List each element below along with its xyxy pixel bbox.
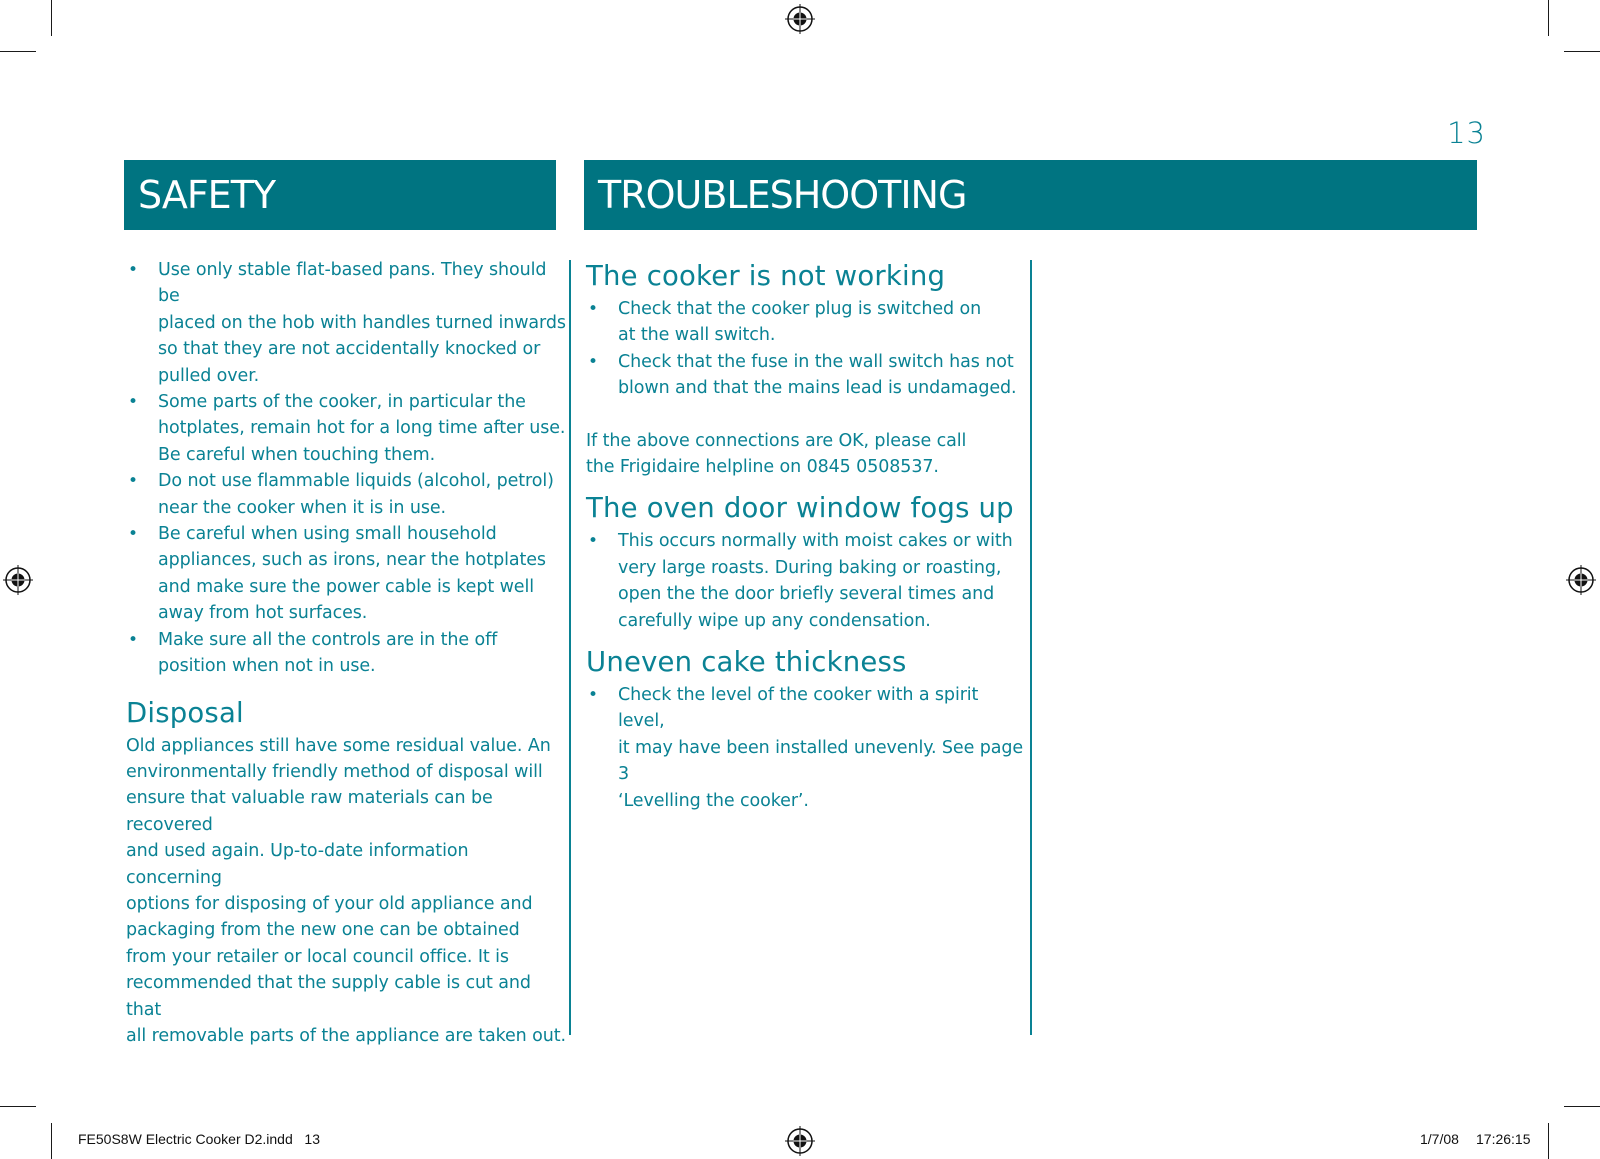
- registration-mark-icon: [3, 565, 33, 595]
- safety-column: [126, 257, 566, 1049]
- list-item-text: Be careful when using small household appliances, such as irons, near the hotplates and make sure the power cable is kept well away from hot surfaces.: [158, 524, 546, 624]
- bullet-icon: •: [588, 351, 598, 372]
- list-item: [586, 682, 1026, 814]
- list-item: [586, 528, 1026, 634]
- section-heading-door-fogs-up: The oven door window fogs up: [586, 492, 1014, 525]
- crop-mark-top-right-v: [1548, 0, 1549, 36]
- crop-mark-bottom-left-h: [0, 1106, 36, 1107]
- list-item: [126, 257, 566, 389]
- list-item-text: Do not use flammable liquids (alcohol, petrol) near the cooker when it is in use.: [158, 471, 554, 518]
- safety-title-banner: SAFETY: [124, 160, 556, 230]
- list-item: [126, 389, 566, 468]
- section-heading-cooker-not-working: The cooker is not working: [586, 260, 946, 292]
- registration-mark-icon: [785, 4, 815, 34]
- list-item-text: Check the level of the cooker with a spirit level, it may have been installed unevenly. See page 3 ‘Levelling the cooker’.: [618, 685, 1024, 811]
- list-item-text: Check that the fuse in the wall switch has not blown and that the mains lead is undamaged.: [618, 351, 1017, 399]
- list-item-text: This occurs normally with moist cakes or with very large roasts. During baking or roasting, open the the door briefly several times and carefully wipe up any condensation.: [618, 531, 1013, 631]
- bullet-icon: •: [128, 260, 138, 280]
- registration-mark-icon: [785, 1126, 815, 1156]
- crop-mark-bottom-right-v: [1548, 1123, 1549, 1159]
- footer-file-name: FE50S8W Electric Cooker D2.indd 13: [78, 1131, 320, 1147]
- crop-mark-top-left-h: [0, 51, 36, 52]
- crop-mark-top-left-v: [51, 0, 52, 36]
- bullet-list: [586, 296, 1026, 402]
- registration-mark-icon: [1566, 565, 1596, 595]
- crop-mark-bottom-right-h: [1564, 1106, 1600, 1107]
- page-number: 13: [1447, 116, 1486, 150]
- section-heading-uneven-cake: Uneven cake thickness: [586, 646, 907, 679]
- disposal-heading: Disposal: [126, 696, 244, 729]
- bullet-icon: •: [128, 629, 138, 650]
- footer-date: 1/7/08: [1420, 1131, 1459, 1147]
- bullet-icon: •: [128, 471, 138, 492]
- footer-time: 17:26:15: [1476, 1131, 1531, 1147]
- crop-mark-bottom-left-v: [51, 1123, 52, 1159]
- list-item-text: Use only stable flat-based pans. They should be placed on the hob with handles turned inwards so that they are not accidentally knocked or pulled over.: [158, 260, 566, 386]
- column-divider-left: [569, 260, 571, 1035]
- list-item: [126, 468, 566, 521]
- safety-bullet-list: [126, 257, 566, 680]
- bullet-list: [586, 528, 1026, 634]
- column-divider-right: [1030, 260, 1032, 1035]
- list-item-text: Check that the cooker plug is switched on at the wall switch.: [618, 299, 982, 346]
- list-item: [126, 627, 566, 680]
- disposal-text: Old appliances still have some residual value. An environmentally friendly method of disposal will ensure that valuable raw materials can be recovered and used again. Up-to-date information concerning options for disposing of your old appliance and packaging from the new one can be obtained from your retailer or local council office. It is recommended that the supply cable is cut and that all removable parts of the appliance are taken out.: [126, 735, 566, 1046]
- list-item-text: Some parts of the cooker, in particular the hotplates, remain hot for a long time after use. Be careful when touching them.: [158, 392, 566, 465]
- troubleshooting-title-banner: TROUBLESHOOTING: [584, 160, 1477, 230]
- crop-mark-top-right-h: [1564, 51, 1600, 52]
- list-item: [586, 349, 1026, 402]
- bullet-icon: •: [588, 299, 598, 319]
- bullet-icon: •: [588, 685, 598, 706]
- bullet-icon: •: [128, 524, 138, 545]
- troubleshooting-column: [586, 258, 1026, 814]
- list-item-text: Make sure all the controls are in the off position when not in use.: [158, 629, 498, 677]
- bullet-icon: •: [588, 531, 598, 552]
- bullet-icon: •: [128, 392, 138, 413]
- helpline-note: If the above connections are OK, please call the Frigidaire helpline on 0845 0508537.: [586, 430, 967, 478]
- bullet-list: [586, 682, 1026, 814]
- list-item: [126, 521, 566, 627]
- list-item: [586, 296, 1026, 349]
